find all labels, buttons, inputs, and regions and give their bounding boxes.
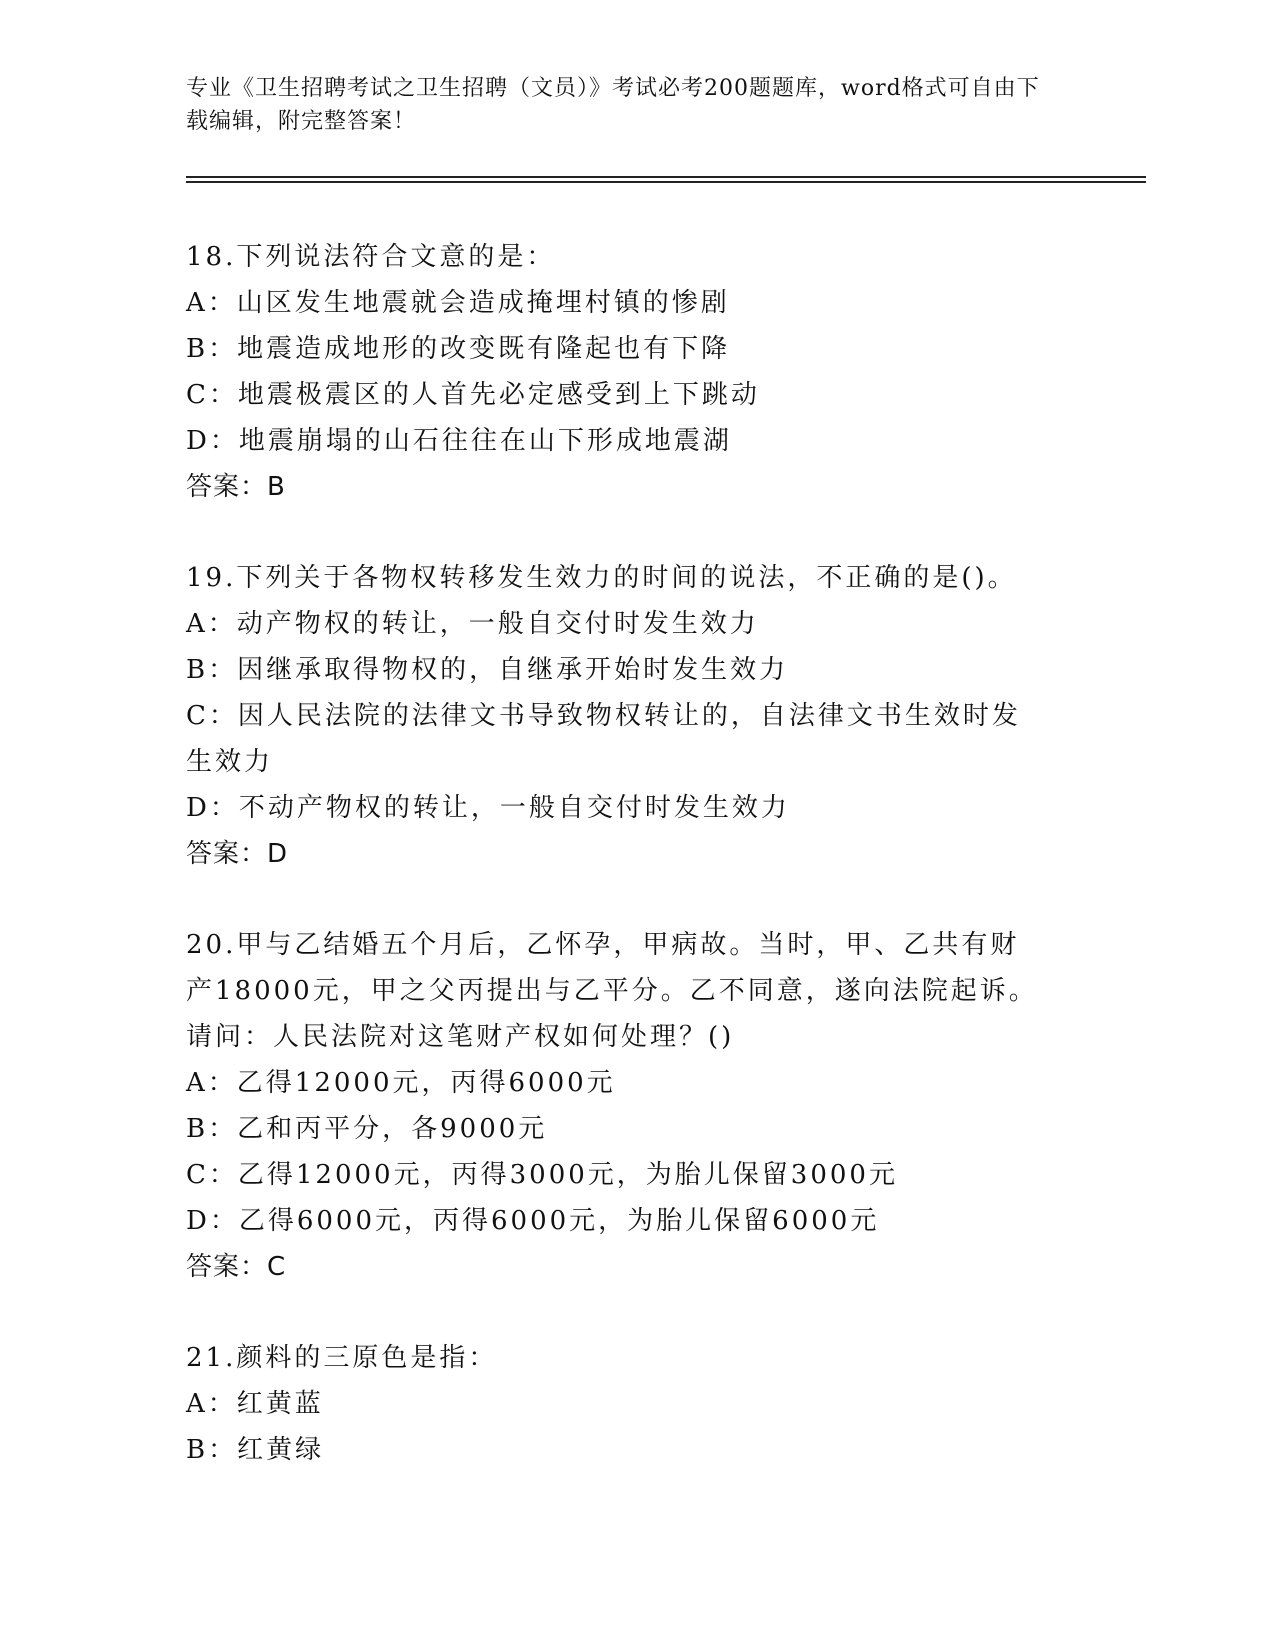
answer-line: 答案：B bbox=[186, 472, 286, 502]
option-c: C：乙得12000元，丙得3000元，为胎儿保留3000元 bbox=[186, 1160, 898, 1190]
document-header: 专业《卫生招聘考试之卫生招聘（文员）》考试必考200题题库，word格式可自由下载编辑，附完整答案！ bbox=[186, 76, 1040, 134]
option-a: A：红黄蓝 bbox=[186, 1389, 324, 1419]
option-b: B：因继承取得物权的，自继承开始时发生效力 bbox=[186, 655, 789, 685]
option-a: A：山区发生地震就会造成掩埋村镇的惨剧 bbox=[186, 288, 730, 318]
option-c: C：因人民法院的法律文书导致物权转让的，自法律文书生效时发生效力 bbox=[186, 701, 1021, 777]
option-d: D：不动产物权的转让，一般自交付时发生效力 bbox=[186, 793, 790, 823]
option-b: B：地震造成地形的改变既有隆起也有下降 bbox=[186, 334, 731, 364]
header-divider-top bbox=[186, 176, 1146, 178]
option-a: A：乙得12000元，丙得6000元 bbox=[186, 1068, 616, 1098]
option-c: C：地震极震区的人首先必定感受到上下跳动 bbox=[186, 380, 760, 410]
option-d: D：乙得6000元，丙得6000元，为胎儿保留6000元 bbox=[186, 1206, 880, 1236]
option-d: D：地震崩塌的山石往往在山下形成地震湖 bbox=[186, 426, 732, 456]
answer-line: 答案：C bbox=[186, 1252, 287, 1282]
question-stem: 18.下列说法符合文意的是： bbox=[186, 242, 556, 272]
question-18 bbox=[186, 234, 1086, 510]
option-b: B：乙和丙平分，各9000元 bbox=[186, 1114, 548, 1144]
question-stem: 20.甲与乙结婚五个月后，乙怀孕，甲病故。当时，甲、乙共有财产18000元，甲之父丙提出与乙平分。乙不同意，遂向法院起诉。请问：人民法院对这笔财产权如何处理？() bbox=[186, 930, 1038, 1052]
question-list bbox=[186, 234, 1086, 1518]
answer-line: 答案：D bbox=[186, 839, 289, 869]
option-b: B：红黄绿 bbox=[186, 1435, 325, 1465]
option-a: A：动产物权的转让，一般自交付时发生效力 bbox=[186, 609, 759, 639]
question-21 bbox=[186, 1335, 1086, 1473]
question-stem: 19.下列关于各物权转移发生效力的时间的说法，不正确的是()。 bbox=[186, 563, 1017, 593]
question-19 bbox=[186, 555, 1086, 877]
header-divider-bottom bbox=[186, 181, 1146, 183]
question-20 bbox=[186, 922, 1086, 1290]
question-stem: 21.颜料的三原色是指： bbox=[186, 1343, 498, 1373]
